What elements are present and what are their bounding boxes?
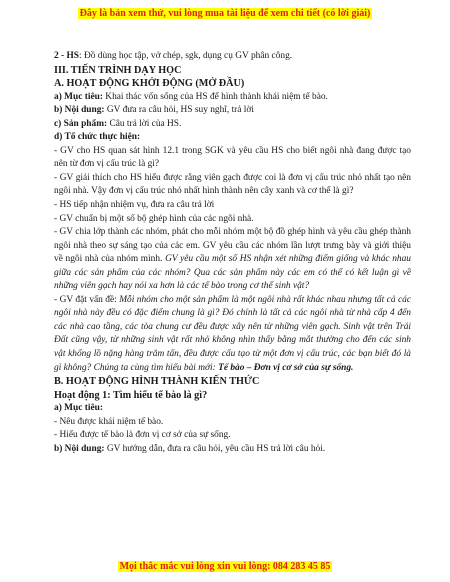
line-content-2: b) Nội dung: GV hướng dẫn, đưa ra câu hỏi, yêu cầu HS trả lời câu hỏi. (54, 443, 326, 454)
section-heading-procedure: III. TIẾN TRÌNH DẠY HỌC (54, 64, 182, 76)
line-objective: a) Mục tiêu: Khai thác vốn sống của HS để hình thành khái niệm tế bào. (54, 91, 328, 102)
section-heading-warmup: A. HOẠT ĐỘNG KHỞI ĐỘNG (MỞ ĐẦU) (54, 78, 245, 90)
line-objective-2: a) Mục tiêu: (54, 403, 103, 414)
line-objective-item-2: - Hiểu được tế bào là đơn vị cơ sở của sự sống. (54, 430, 231, 441)
contact-banner (0, 561, 450, 573)
line-gv-prepare: - GV chuẩn bị một số bộ ghép hình của các ngôi nhà. (54, 213, 254, 224)
document-body (54, 50, 411, 456)
line-objective-item-1: - Nêu được khái niệm tế bào. (54, 416, 164, 427)
contact-text: Mọi thắc mắc vui lòng xin vui lòng: 084 283 45 85 (119, 561, 331, 572)
line-hs-materials: 2 - HS: Đồ dùng học tập, vở chép, sgk, dụng cụ GV phân công. (54, 51, 293, 61)
activity-heading-1: Hoạt động 1: Tìm hiểu tế bào là gì? (54, 389, 208, 401)
section-heading-knowledge: B. HOẠT ĐỘNG HÌNH THÀNH KIẾN THỨC (54, 376, 260, 388)
paragraph-problem-statement: - GV đặt vấn đề: Mỗi nhóm cho một sản phẩm là một ngôi nhà rất khác nhau nhưng tất cả các ngôi nhà này đều có đặc điểm chung là gì? Đó chính là tất cả các ngôi nhà từ nhà cấp 4 đến các nhà cao tầng, các tòa chung cư đều được xây nên từ những viên gạch. Sinh vật trên Trái Đất cũng vậy, từ những sinh vật rất nhỏ không nhìn thấy bằng mắt thường cho đến các sinh vật khổng lồ nặng hàng trăm tấn, đều được cấu tạo từ một đơn vị cấu trúc, các bạn biết đó là gì không? Chúng ta cùng tìm hiểu bài mới: Tế bào – Đơn vị cơ sở của sự sống. (54, 294, 411, 373)
paragraph-group-activity: - GV chia lớp thành các nhóm, phát cho mỗi nhóm một bộ đồ ghép hình và yêu cầu ghép thành ngôi nhà theo sự sáng tạo của các em. GV yêu cầu các nhóm lần lượt trưng bày và giới thiệu về ngôi nhà của nhóm mình. GV yêu cầu một số HS nhận xét những điểm giống và khác nhau giữa các sản phẩm của các nhóm? Qua các sản phẩm này các em có thể có kết luận gì về những viên gạch hay nói xa hơn là các tế bào trong cơ thể sinh vật? (54, 227, 411, 292)
preview-notice-banner (0, 8, 450, 20)
line-content: b) Nội dung: GV đưa ra câu hỏi, HS suy nghĩ, trả lời (54, 105, 254, 116)
paragraph-observe-figure: - GV cho HS quan sát hình 12.1 trong SGK và yêu cầu HS cho biết ngôi nhà đang được tạo nên từ đơn vị cấu trúc là gì? (54, 145, 411, 170)
paragraph-brick-explanation: - GV giải thích cho HS hiểu được rằng viên gạch được coi là đơn vị cấu trúc nhỏ nhất tạo nên ngôi nhà. Vậy đơn vị cấu trúc nhỏ nhất hình thành nên cây xanh và cơ thể là gì? (54, 172, 411, 197)
line-implementation: d) Tổ chức thực hiện: (54, 132, 141, 143)
line-hs-receive-task: - HS tiếp nhận nhiệm vụ, đưa ra câu trả lời (54, 200, 215, 211)
line-product: c) Sản phẩm: Câu trả lời của HS. (54, 118, 182, 129)
preview-notice-text: Đây là bản xem thử, vui lòng mua tài liệu để xem chi tiết (có lời giải) (79, 8, 371, 19)
